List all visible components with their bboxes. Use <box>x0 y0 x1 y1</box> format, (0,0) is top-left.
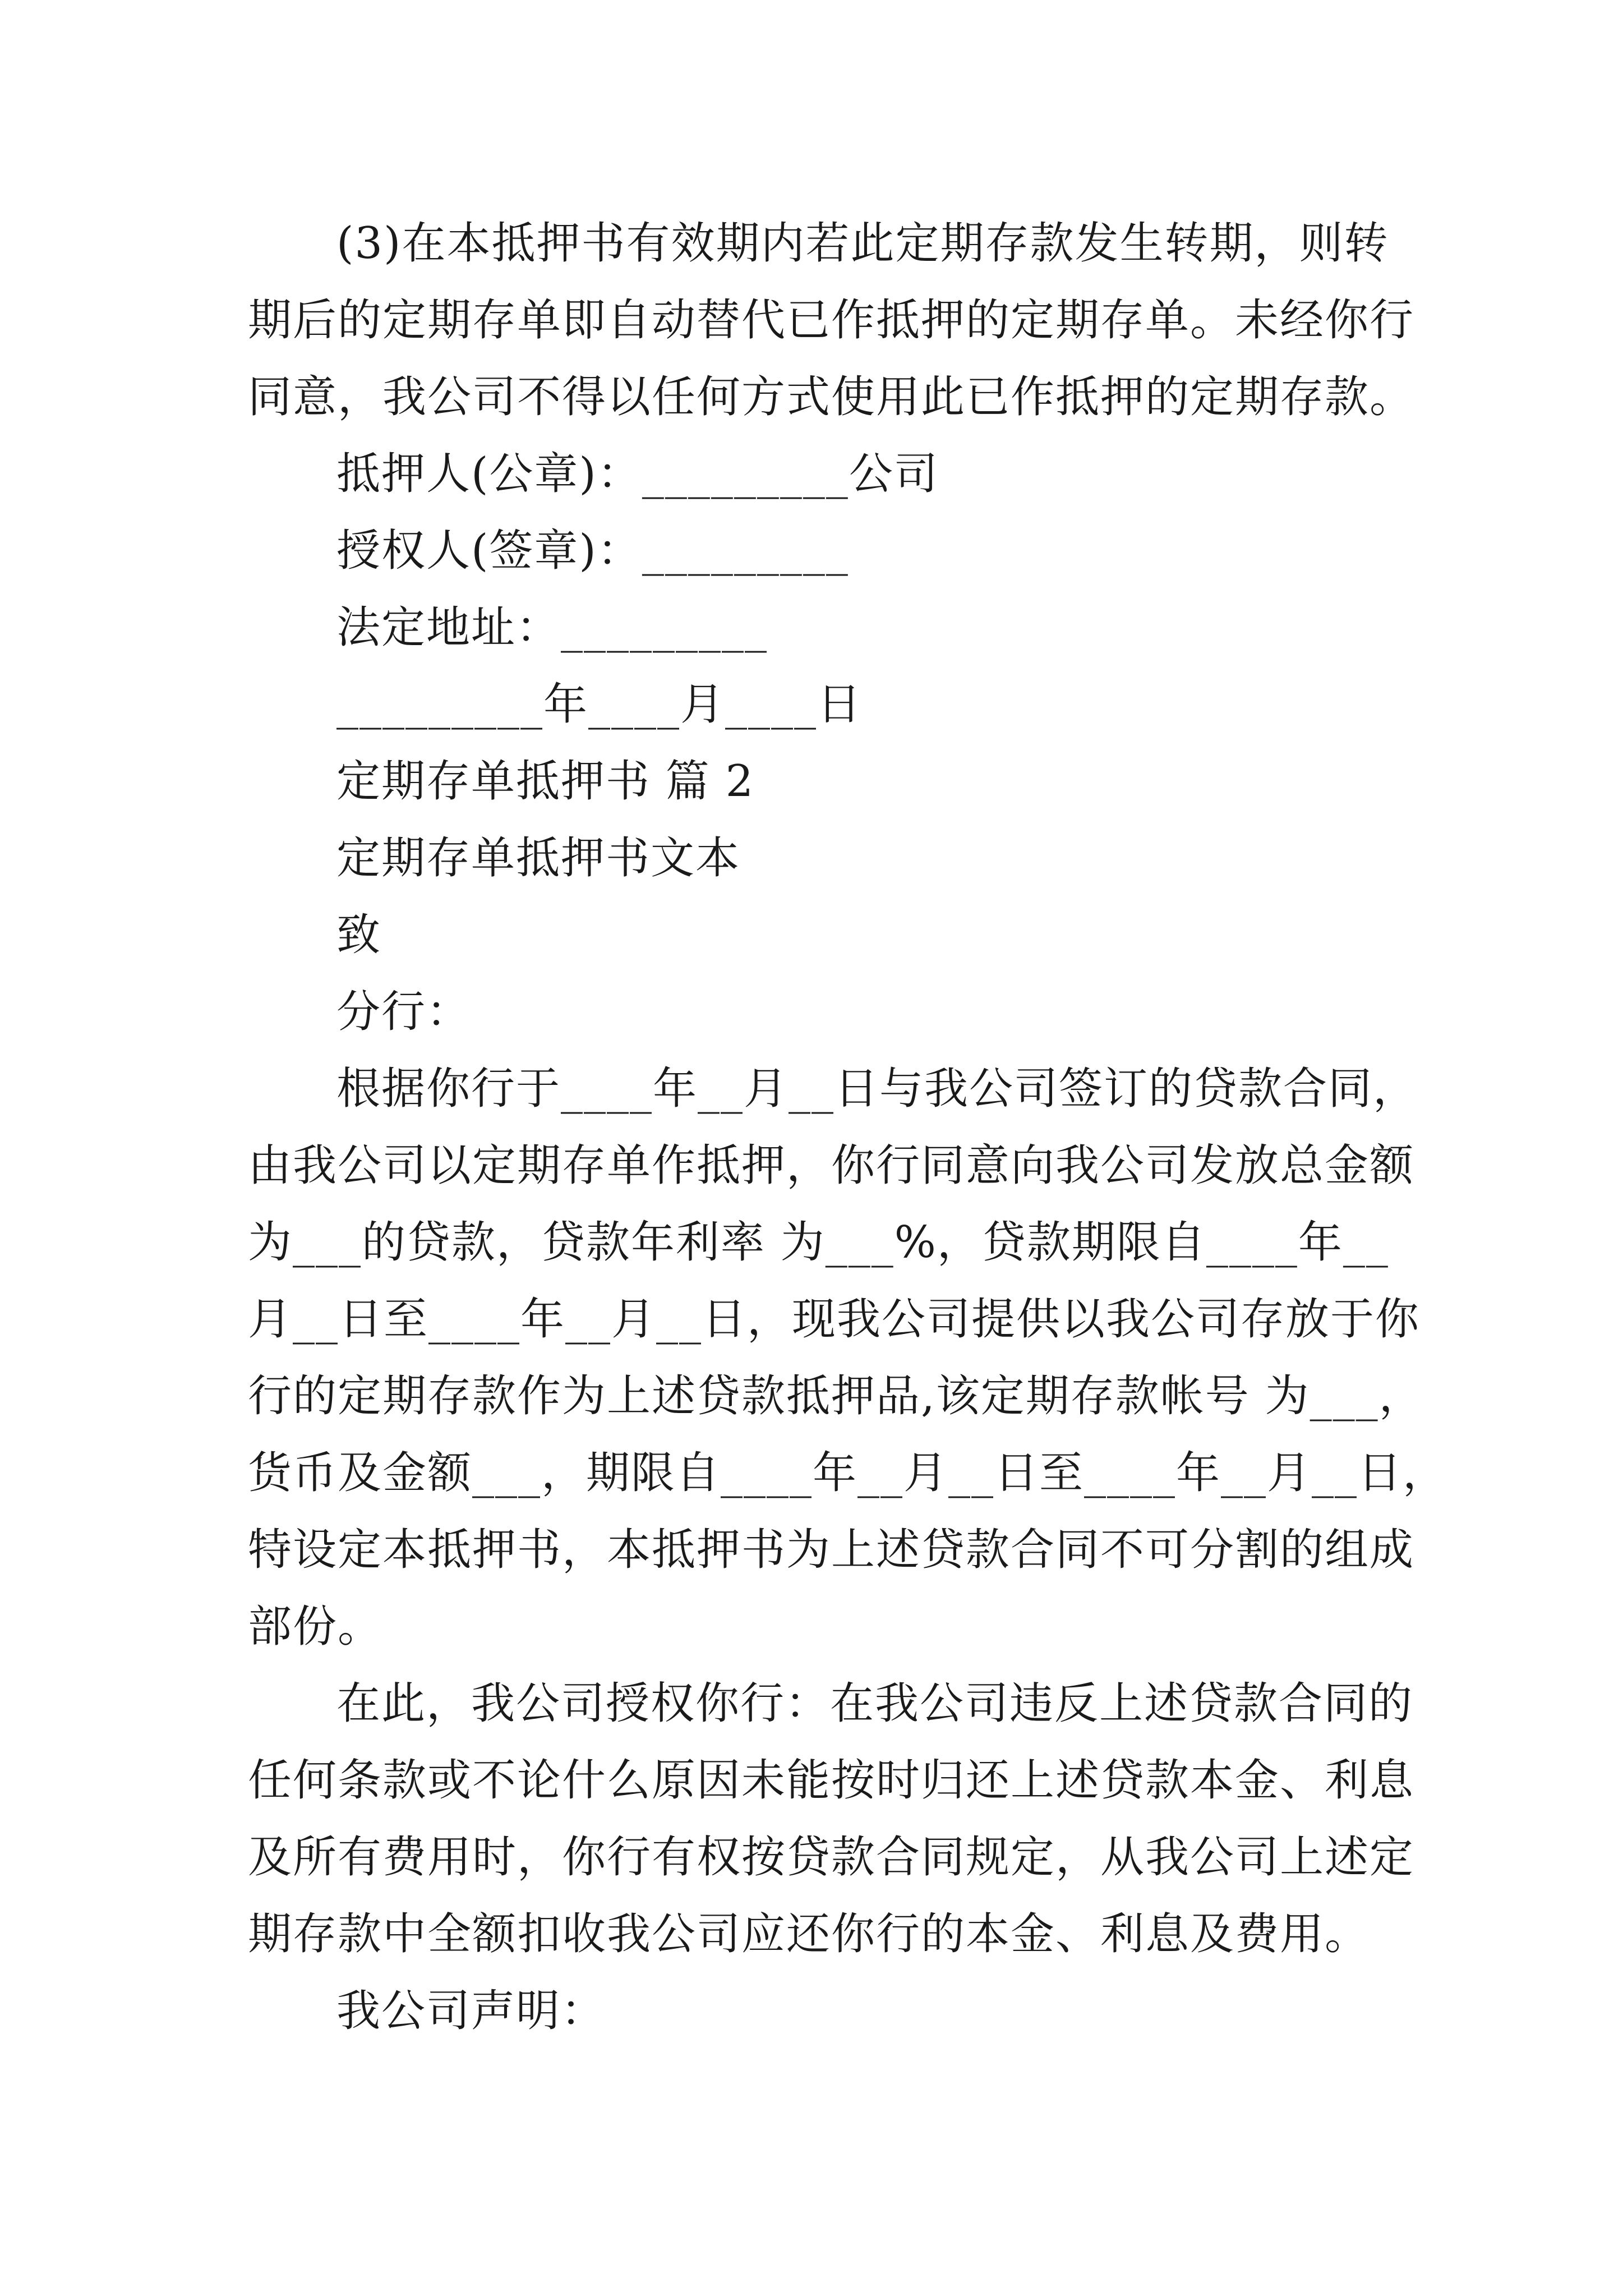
body-paragraph-2-line-1: 在此，我公司授权你行：在我公司违反上述贷款合同的 <box>336 1678 1414 1729</box>
body-paragraph-1-line-5: 行的定期存款作为上述贷款抵押品,该定期存款帐号 为___， <box>248 1371 1424 1421</box>
body-paragraph-1-line-1: 根据你行于____年__月__日与我公司签订的贷款合同， <box>336 1064 1418 1114</box>
date-field: _________年____月____日 <box>336 679 863 730</box>
body-paragraph-1-line-3: 为___的贷款，贷款年利率 为___%，贷款期限自____年__ <box>248 1217 1389 1268</box>
paragraph-3-line-2: 期后的定期存单即自动替代已作抵押的定期存单。未经你行 <box>248 295 1415 346</box>
salutation-to: 致 <box>336 910 382 960</box>
paragraph-3-line-3: 同意，我公司不得以任何方式使用此已作抵押的定期存款。 <box>248 372 1415 422</box>
body-paragraph-2-line-3: 及所有费用时，你行有权按贷款合同规定，从我公司上述定 <box>248 1832 1415 1883</box>
declaration-heading: 我公司声明： <box>336 1986 606 2036</box>
section-heading: 定期存单抵押书 篇 2 <box>336 756 755 807</box>
body-paragraph-1-line-6: 货币及金额___，期限自____年__月__日至____年__月__日， <box>248 1448 1448 1498</box>
body-paragraph-2-line-4: 期存款中全额扣收我公司应还你行的本金、利息及费用。 <box>248 1909 1370 1959</box>
mortgagor-seal-field: 抵押人(公章)：_________公司 <box>336 449 939 499</box>
body-paragraph-1-line-7: 特设定本抵押书，本抵押书为上述贷款合同不可分割的组成 <box>248 1525 1415 1575</box>
document-subtitle: 定期存单抵押书文本 <box>336 833 741 884</box>
body-paragraph-1-line-2: 由我公司以定期存单作抵押，你行同意向我公司发放总金额 <box>248 1140 1415 1191</box>
paragraph-3-line-1: (3)在本抵押书有效期内若此定期存款发生转期，则转 <box>336 218 1389 269</box>
body-paragraph-1-line-8: 部份。 <box>248 1602 383 1652</box>
body-paragraph-2-line-2: 任何条款或不论什么原因未能按时归还上述贷款本金、利息 <box>248 1755 1415 1806</box>
salutation-branch: 分行： <box>336 987 472 1037</box>
legal-address-field: 法定地址：_________ <box>336 602 768 653</box>
body-paragraph-1-line-4: 月__日至____年__月__日，现我公司提供以我公司存放于你 <box>248 1294 1421 1345</box>
authorized-signature-field: 授权人(签章)：_________ <box>336 526 849 576</box>
